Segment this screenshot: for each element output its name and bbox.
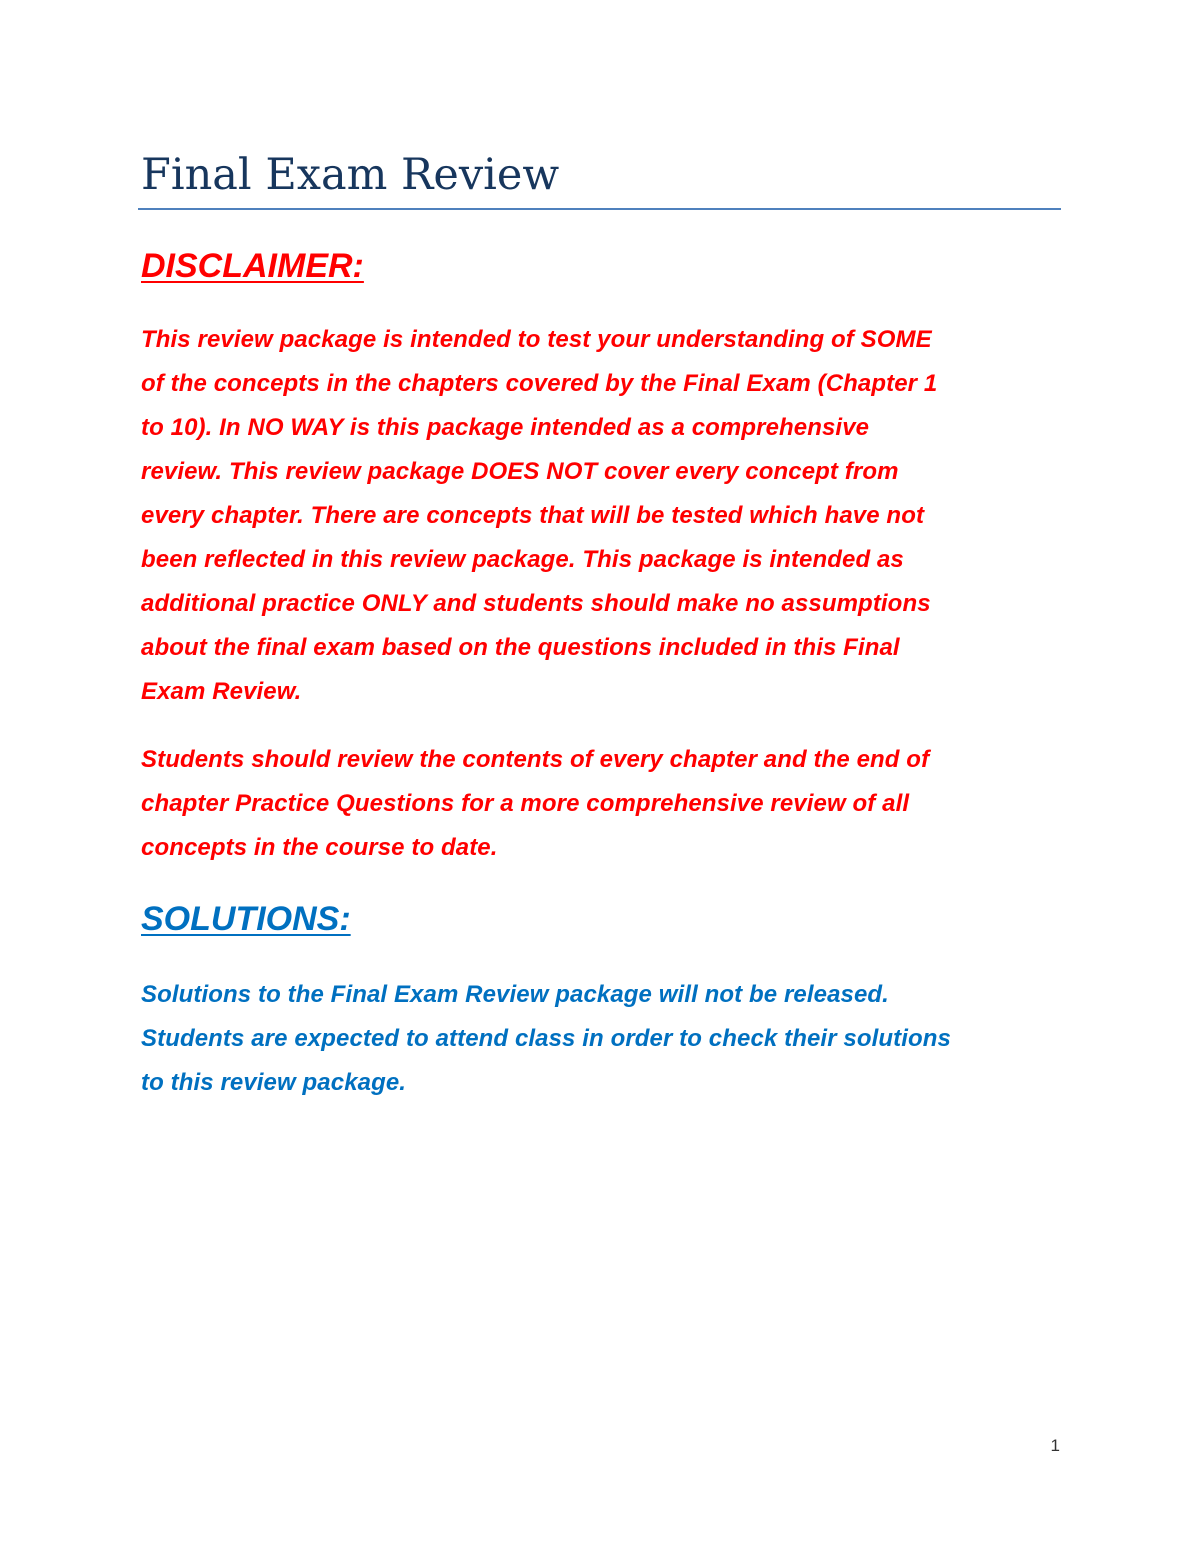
text-line: Solutions to the Final Exam Review package will not be released. <box>141 981 889 1008</box>
review-advice-paragraph <box>141 738 1061 870</box>
solutions-paragraph <box>141 973 1061 1105</box>
page-title: Final Exam Review <box>141 150 560 200</box>
disclaimer-paragraph <box>141 318 1061 714</box>
text-line: been reflected in this review package. This package is intended as <box>141 546 904 573</box>
text-line: every chapter. There are concepts that will be tested which have not <box>141 502 925 529</box>
text-line: about the final exam based on the questions included in this Final <box>141 634 900 661</box>
text-line: to 10). In NO WAY is this package intended as a comprehensive <box>141 414 870 441</box>
text-line: Students are expected to attend class in order to check their solutions <box>141 1025 951 1052</box>
text-line: to this review package. <box>141 1069 407 1096</box>
text-line: This review package is intended to test your understanding of SOME <box>141 326 932 353</box>
text-line: Exam Review. <box>141 678 302 705</box>
text-line: concepts in the course to date. <box>141 834 498 861</box>
solutions-heading: SOLUTIONS: <box>141 900 351 938</box>
text-line: Students should review the contents of every chapter and the end of <box>141 746 930 773</box>
text-line: review. This review package DOES NOT cover every concept from <box>141 458 899 485</box>
disclaimer-heading: DISCLAIMER: <box>141 247 364 285</box>
text-line: of the concepts in the chapters covered by the Final Exam (Chapter 1 <box>141 370 938 397</box>
title-underline-rule <box>138 208 1061 210</box>
page-number: 1 <box>1050 1436 1060 1455</box>
text-line: additional practice ONLY and students should make no assumptions <box>141 590 931 617</box>
text-line: chapter Practice Questions for a more comprehensive review of all <box>141 790 910 817</box>
